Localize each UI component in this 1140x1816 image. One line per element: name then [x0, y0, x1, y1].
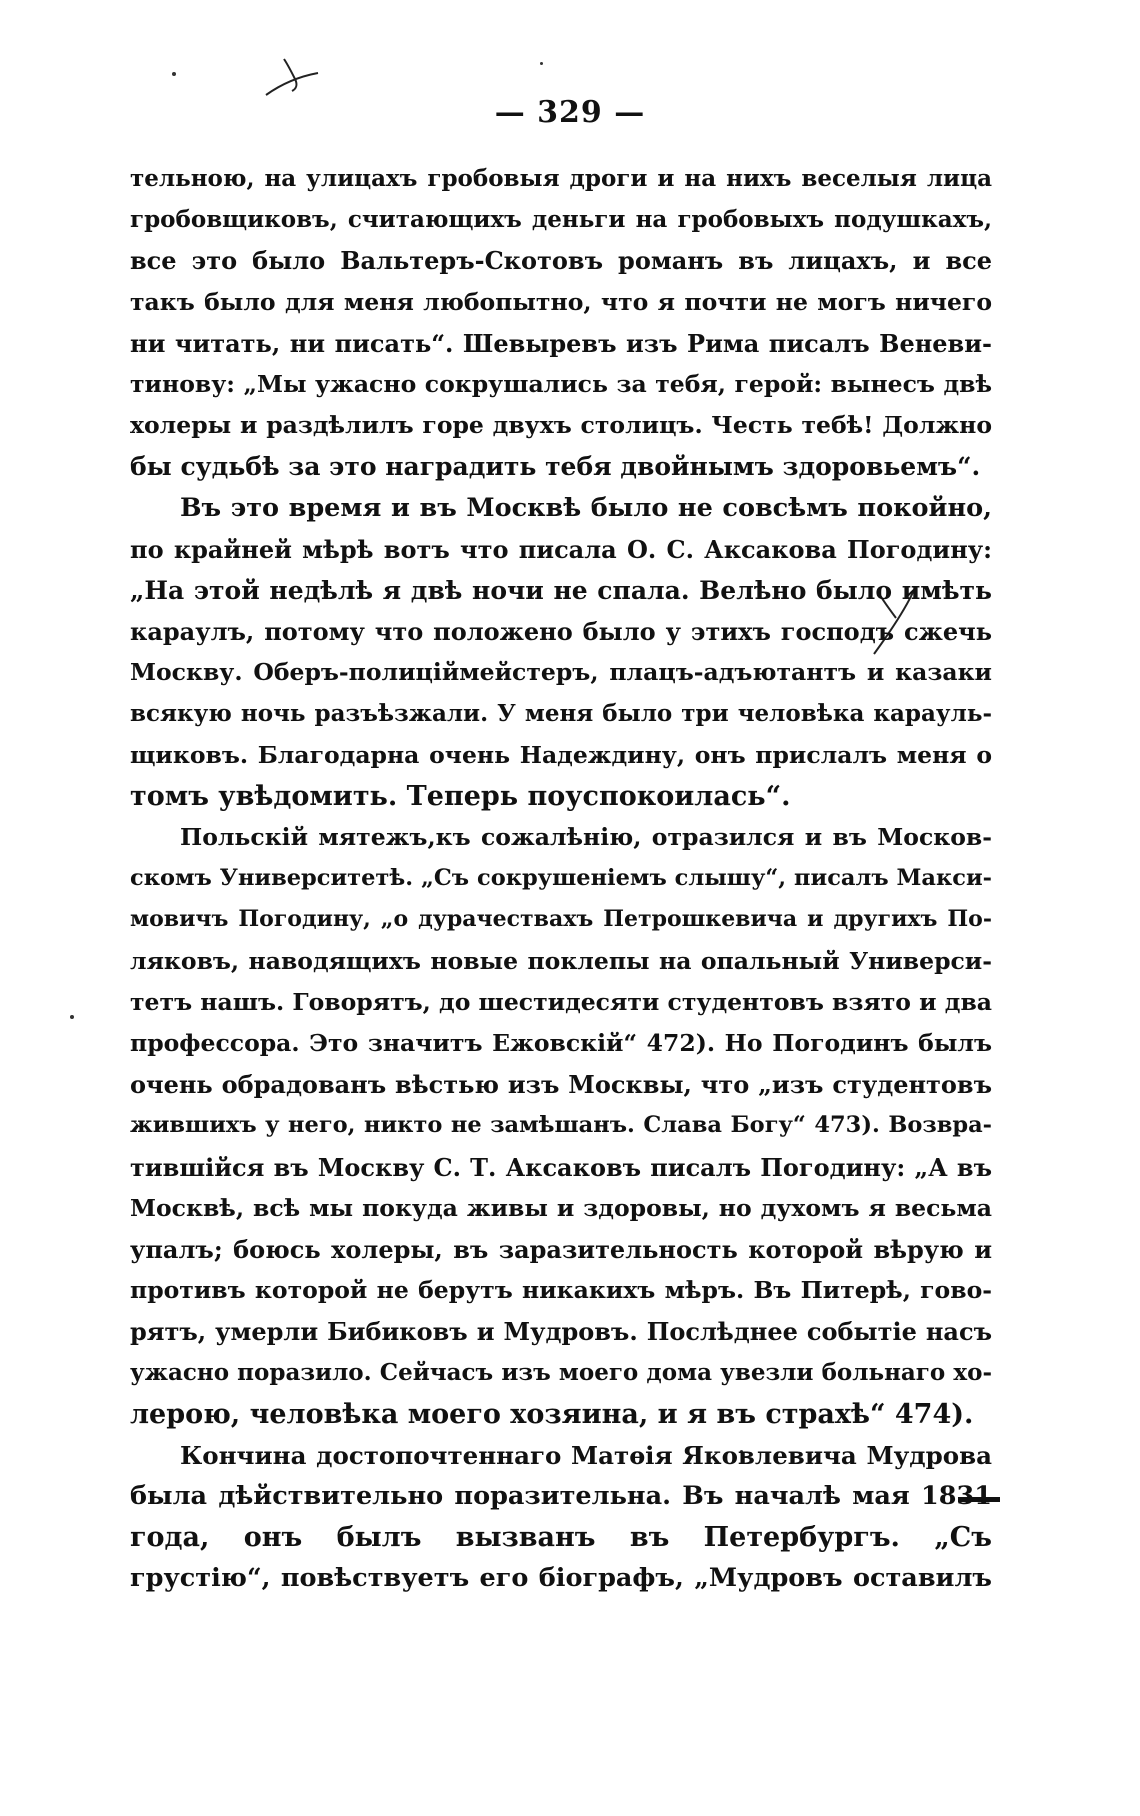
text-line [130, 693, 992, 734]
text-line [130, 1311, 992, 1352]
text-line [130, 364, 992, 405]
text-line [130, 941, 992, 982]
text-line [130, 735, 992, 776]
text-line-content: ни читать, ни писать“. Шевыревъ изъ Рима писалъ Веневи- [130, 328, 992, 358]
ink-speck-left-margin [70, 1015, 74, 1019]
text-line [130, 529, 992, 570]
text-line [130, 1558, 992, 1599]
text-line-content: тившiйся въ Москву С. Т. Аксаковъ писалъ Погодину: „А въ [130, 1152, 992, 1182]
text-line-content: скомъ Университетѣ. „Съ сокрушенiемъ слышу“, писалъ Макси- [130, 865, 992, 892]
text-line [130, 240, 992, 281]
text-line-content: Москву. Оберъ-полицiймейстеръ, плацъ-адъютантъ и казаки [130, 658, 992, 687]
text-line-content: очень обрадованъ вѣстью изъ Москвы, что „изъ студентовъ [130, 1070, 992, 1100]
text-line-content: бы судьбѣ за это наградить тебя двойнымъ здоровьемъ“. [130, 452, 981, 482]
text-line [130, 1435, 992, 1476]
text-line [130, 776, 992, 817]
text-line-content: щиковъ. Благодарна очень Надеждину, онъ прислалъ меня о [130, 740, 992, 769]
text-line-content: по крайней мѣрѣ вотъ что писала О. С. Аксакова Погодину: [130, 534, 992, 564]
text-line-content: всякую ночь разъѣзжали. У меня было три человѣка карауль- [130, 700, 992, 728]
text-line-content: жившихъ у него, никто не замѣшанъ. Слава Богу“ 473). Возвра- [130, 1112, 992, 1139]
text-line-content: тинову: „Мы ужасно сокрушались за тебя, герой: вынесъ двѣ [130, 369, 992, 398]
text-line-content: упалъ; боюсь холеры, въ заразительность которой вѣрую и [130, 1234, 992, 1264]
text-line-content: ужасно поразило. Сейчасъ изъ моего дома увезли больнаго хо- [130, 1359, 992, 1387]
text-line [130, 1023, 992, 1064]
text-line [130, 1064, 992, 1105]
text-line [130, 1394, 992, 1435]
text-line [130, 1270, 992, 1311]
text-line-content: была дѣйствительно поразительна. Въ началѣ мая 1831 [130, 1481, 992, 1511]
ink-speck-top-right [540, 62, 543, 65]
text-line-content: профессора. Это значитъ Ежовскiй“ 472). Но Погодинъ былъ [130, 1028, 992, 1057]
text-line-content: Польскiй мятежъ,къ сожалѣнiю, отразился и въ Москов- [180, 823, 992, 851]
text-line-content: тетъ нашъ. Говорятъ, до шестидесяти студентовъ взято и два [130, 987, 992, 1016]
text-line-content: все это было Вальтеръ-Скотовъ романъ въ лицахъ, и все [130, 246, 992, 276]
text-line [130, 158, 992, 199]
text-line-content: ляковъ, наводящихъ новые поклепы на опальный Универси- [130, 946, 992, 975]
text-line [130, 323, 992, 364]
text-line-content: „На этой недѣлѣ я двѣ ночи не спала. Велѣно было имѣть [130, 575, 992, 605]
text-line [130, 1476, 992, 1517]
text-line-content: года, онъ былъ вызванъ въ Петербургъ. „Съ [130, 1522, 992, 1554]
text-line-content: рятъ, умерли Бибиковъ и Мудровъ. Послѣднее событiе насъ [130, 1317, 992, 1347]
text-line [130, 982, 992, 1023]
text-line [130, 817, 992, 858]
text-line [130, 199, 992, 240]
text-line-content: гробовщиковъ, считающихъ деньги на гробовыхъ подушкахъ, [130, 206, 992, 234]
text-line-content: такъ было для меня любопытно, что я почти не могъ ничего [130, 287, 992, 316]
ink-speck-top-left [172, 72, 176, 76]
text-line [130, 611, 992, 652]
text-line [130, 1105, 992, 1146]
text-line [130, 1229, 992, 1270]
text-line [130, 570, 992, 611]
text-line [130, 858, 992, 899]
text-line [130, 405, 992, 446]
handwritten-cross-mark-top [262, 55, 322, 100]
text-line [130, 1188, 992, 1229]
text-line-content: томъ увѣдомить. Теперь поуспокоилась“. [130, 780, 791, 812]
text-line [130, 488, 992, 529]
text-line [130, 1147, 992, 1188]
text-line-content: Въ это время и въ Москвѣ было не совсѣмъ покойно, [180, 492, 992, 523]
text-line-content: тельною, на улицахъ гробовыя дроги и на нихъ веселыя лица [130, 165, 992, 192]
text-line-content: грустiю“, повѣствуетъ его бiографъ, „Мудровъ оставилъ [130, 1563, 992, 1594]
text-line [130, 899, 992, 940]
text-line-content: мовичъ Погодину, „о дурачествахъ Петрошкевича и другихъ По- [130, 906, 992, 933]
text-line [130, 446, 992, 487]
text-line-content: Кончина достопочтеннаго Матѳія Яковлевича Мудрова [180, 1440, 992, 1470]
body-text [130, 158, 992, 1600]
text-line-content: холеры и раздѣлилъ горе двухъ столицъ. Честь тебѣ! Должно [130, 411, 992, 440]
text-line-content: противъ которой не берутъ никакихъ мѣръ. Въ Питерѣ, гово- [130, 1276, 992, 1305]
text-line [130, 652, 992, 693]
text-line-content: караулъ, потому что положено было у этихъ господъ сжечь [130, 617, 992, 647]
text-line-content: Москвѣ, всѣ мы покуда живы и здоровы, но духомъ я весьма [130, 1193, 992, 1222]
text-line [130, 1517, 992, 1558]
text-line [130, 1352, 992, 1393]
text-line [130, 282, 992, 323]
page-number: — 329 — [494, 95, 646, 130]
text-line-content: лерою, человѣка моего хозяина, и я въ страхѣ“ 474). [130, 1398, 974, 1430]
